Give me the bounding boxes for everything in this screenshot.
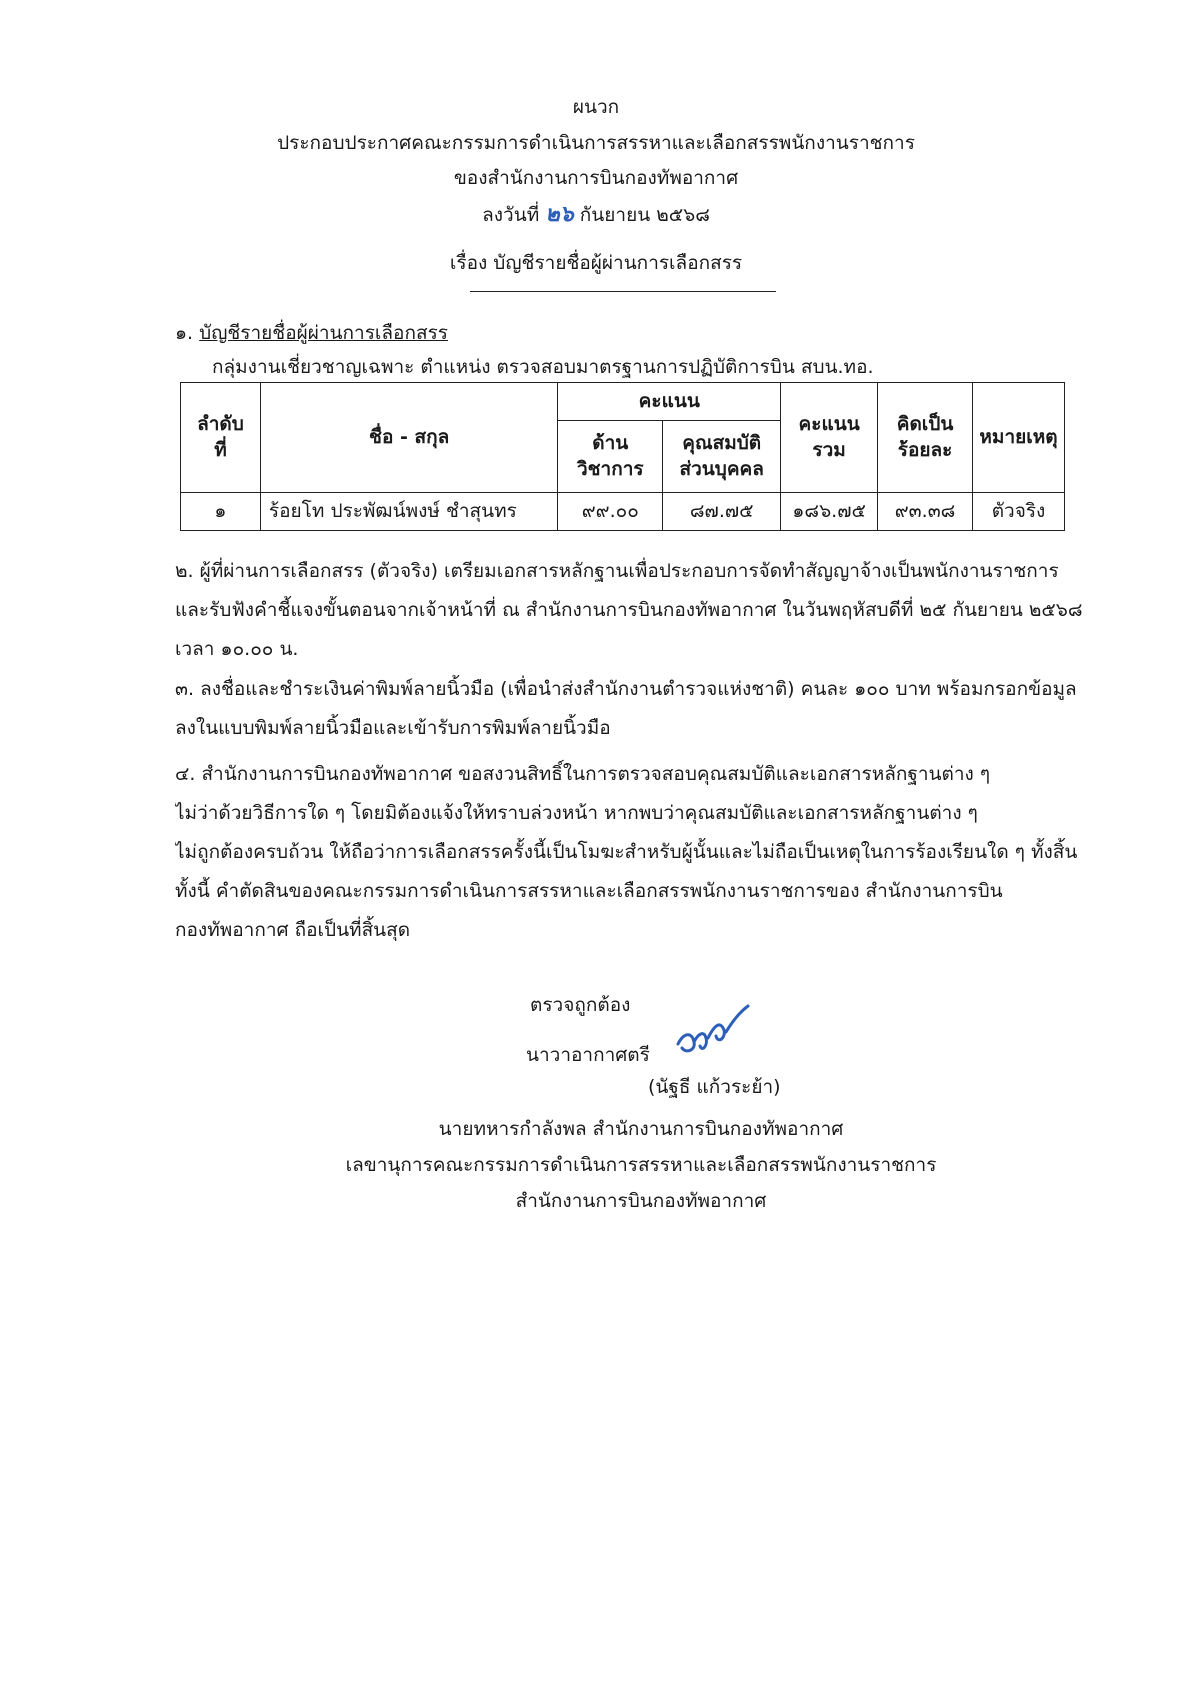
header-name: ชื่อ - สกุล — [260, 383, 557, 493]
signer-position-2: เลขานุการคณะกรรมการดำเนินการสรรหาและเลือกสรรพนักงานราชการ — [345, 1154, 937, 1176]
header-percent: คิดเป็น ร้อยละ — [878, 383, 973, 493]
signer-rank: นาวาอากาศตรี — [526, 1044, 650, 1066]
header-total: คะแนน รวม — [781, 383, 878, 493]
section1-number: ๑. — [175, 322, 194, 344]
section1-heading — [175, 318, 448, 348]
section4-line: ๔. สำนักงานการบินกองทัพอากาศ ขอสงวนสิทธิ์ในการตรวจสอบคุณสมบัติและเอกสารหลักฐานต่าง ๆ — [175, 763, 991, 785]
verified-label: ตรวจถูกต้อง — [530, 994, 631, 1016]
header-academic: ด้าน วิชาการ — [558, 421, 663, 493]
table-row — [181, 493, 1065, 531]
section4-line: ทั้งนี้ คำตัดสินของคณะกรรมการดำเนินการสรรหาและเลือกสรรพนักงานราชการของ สำนักงานการบิน — [175, 880, 1003, 902]
header-score: คะแนน — [558, 383, 781, 421]
cell-remark: ตัวจริง — [973, 493, 1065, 531]
cell-name: ร้อยโท ประพัฒน์พงษ์ ชำสุนทร — [260, 493, 557, 531]
header-personal: คุณสมบัติ ส่วนบุคคล — [663, 421, 781, 493]
cell-personal: ๘๗.๗๕ — [663, 493, 781, 531]
date-day-handwritten: ๒๖ — [545, 202, 574, 227]
header-remark: หมายเหตุ — [973, 383, 1065, 493]
signer-name: (นัฐธี แก้วระย้า) — [648, 1076, 781, 1098]
section2-line: ๒. ผู้ที่ผ่านการเลือกสรร (ตัวจริง) เตรียมเอกสารหลักฐานเพื่อประกอบการจัดทำสัญญาจ้างเป็นพนักงานราชการ — [175, 560, 1059, 582]
section4-line: ไม่ว่าด้วยวิธีการใด ๆ โดยมิต้องแจ้งให้ทราบล่วงหน้า หากพบว่าคุณสมบัติและเอกสารหลักฐานต่าง ๆ — [175, 802, 978, 824]
section2-line: เวลา ๑๐.๐๐ น. — [175, 638, 299, 660]
section4-paragraph — [175, 755, 1085, 950]
section3-line: ลงในแบบพิมพ์ลายนิ้วมือและเข้ารับการพิมพ์ลายนิ้วมือ — [175, 717, 611, 739]
date-prefix: ลงวันที่ — [482, 204, 540, 226]
announcement-line-2: ของสำนักงานการบินกองทัพอากาศ — [453, 167, 739, 189]
appendix-title: ผนวก — [572, 96, 620, 118]
section4-line: ไม่ถูกต้องครบถ้วน ให้ถือว่าการเลือกสรรครั้งนี้เป็นโมฆะสำหรับผู้นั้นและไม่ถือเป็นเหตุในการร้องเรียนใด ๆ ทั้งสิ้น — [175, 841, 1078, 863]
section2-paragraph — [175, 552, 1085, 669]
section1-title: บัญชีรายชื่อผู้ผ่านการเลือกสรร — [199, 322, 448, 344]
cell-order: ๑ — [181, 493, 261, 531]
signer-position-1: นายทหารกำลังพล สำนักงานการบินกองทัพอากาศ — [438, 1118, 844, 1140]
signer-position-3: สำนักงานการบินกองทัพอากาศ — [515, 1190, 767, 1212]
header-divider — [470, 291, 776, 292]
announcement-date — [0, 196, 1192, 231]
section3-line: ๓. ลงชื่อและชำระเงินค่าพิมพ์ลายนิ้วมือ (เพื่อนำส่งสำนักงานตำรวจแห่งชาติ) คนละ ๑๐๐ บาท พร้อมกรอกข้อมูล — [175, 678, 1077, 700]
section4-line: กองทัพอากาศ ถือเป็นที่สิ้นสุด — [175, 919, 411, 941]
announcement-line-1: ประกอบประกาศคณะกรรมการดำเนินการสรรหาและเลือกสรรพนักงานราชการ — [277, 132, 915, 154]
section3-paragraph — [175, 670, 1085, 748]
header-order: ลำดับ ที่ — [181, 383, 261, 493]
handwritten-signature — [672, 1002, 752, 1062]
cell-academic: ๙๙.๐๐ — [558, 493, 663, 531]
section2-line: และรับฟังคำชี้แจงขั้นตอนจากเจ้าหน้าที่ ณ สำนักงานการบินกองทัพอากาศ ในวันพฤหัสบดีที่ ๒๕ กันยายน ๒๕๖๘ — [175, 599, 1083, 621]
cell-percent: ๙๓.๓๘ — [878, 493, 973, 531]
scores-table — [180, 382, 1065, 531]
section1-subtitle: กลุ่มงานเชี่ยวชาญเฉพาะ ตำแหน่ง ตรวจสอบมาตรฐานการปฏิบัติการบิน สบน.ทอ. — [212, 356, 874, 378]
cell-total: ๑๘๖.๗๕ — [781, 493, 878, 531]
subject-line: เรื่อง บัญชีรายชื่อผู้ผ่านการเลือกสรร — [449, 252, 743, 274]
date-suffix: กันยายน ๒๕๖๘ — [579, 204, 710, 226]
